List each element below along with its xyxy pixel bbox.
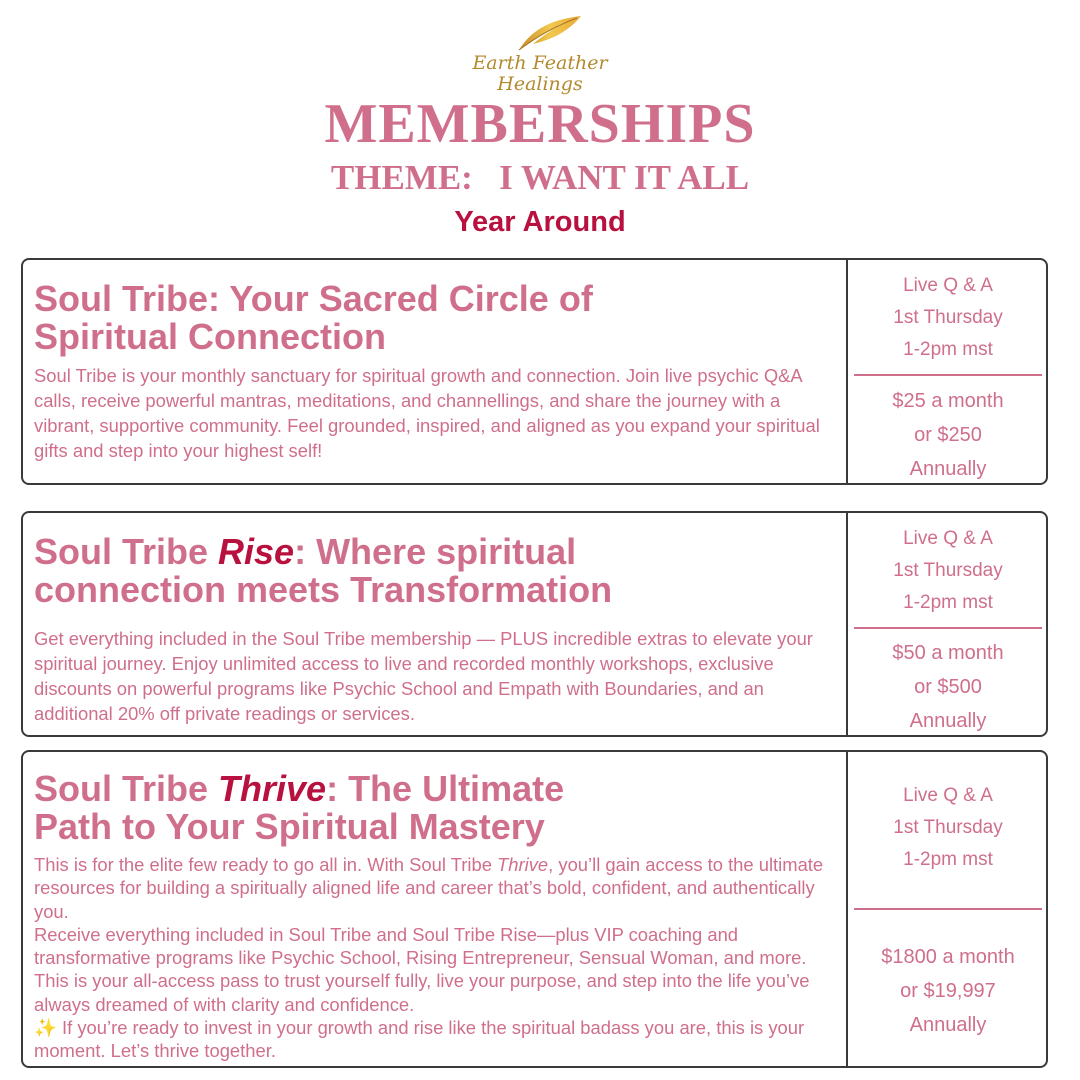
- sparkles-icon: ✨: [34, 1017, 57, 1039]
- card-description: Soul Tribe is your monthly sanctuary for spiritual growth and connection. Join live psychic Q&A calls, receive powerful mantras, meditations, and channellings, and share the journey with a vibrant, supportive community. Feel grounded, inspired, and aligned as you expand your spiritual gifts and step into your highest self!: [34, 365, 820, 461]
- membership-card-soul-tribe-thrive: [21, 750, 1048, 1068]
- price-divider: [854, 627, 1042, 629]
- price-info: [848, 384, 1048, 486]
- card-schedule-price: [848, 513, 1048, 735]
- brand-logo: [455, 12, 625, 94]
- page-subtitle: Year Around: [454, 206, 626, 238]
- card-title-line1: Soul Tribe: Your Sacred Circle of: [34, 278, 593, 319]
- schedule-day: 1st Thursday: [893, 307, 1003, 328]
- card-title-line2: Spiritual Connection: [34, 316, 387, 357]
- membership-card-soul-tribe: [21, 258, 1048, 485]
- card-description: [34, 853, 844, 1063]
- desc-p1-pre: This is for the elite few ready to go all in. With Soul Tribe: [34, 854, 498, 875]
- brand-name-line1: Earth Feather: [472, 52, 608, 74]
- desc-p1-em: Thrive: [497, 854, 549, 875]
- card-title: [34, 770, 564, 846]
- page-title: MEMBERSHIPS: [324, 93, 756, 155]
- price-divider: [854, 908, 1042, 910]
- card-title-line2: connection meets Transformation: [34, 569, 613, 610]
- price-period: Annually: [909, 1014, 987, 1036]
- card-title-highlight: Thrive: [218, 768, 327, 809]
- price-monthly: $50 a month: [892, 642, 1004, 664]
- schedule-day: 1st Thursday: [893, 817, 1003, 838]
- schedule-time: 1-2pm mst: [903, 592, 993, 613]
- card-schedule-price: [848, 260, 1048, 483]
- schedule-time: 1-2pm mst: [903, 339, 993, 360]
- desc-p3: If you’re ready to invest in your growth and rise like the spiritual badass you are, this is your moment. Let’s thrive together.: [34, 1017, 805, 1062]
- brand-name-line2: Healings: [497, 73, 583, 95]
- schedule-info: [848, 270, 1048, 366]
- schedule-info: [848, 523, 1048, 619]
- price-monthly: $1800 a month: [881, 946, 1015, 968]
- card-title-prefix: Soul Tribe: [34, 768, 219, 809]
- feather-icon: [515, 12, 585, 54]
- card-title-prefix: Soul Tribe: [34, 531, 219, 572]
- schedule-time: 1-2pm mst: [903, 849, 993, 870]
- price-period: Annually: [909, 710, 987, 732]
- card-title: [34, 280, 593, 356]
- price-divider: [854, 374, 1042, 376]
- price-annual: or $19,997: [900, 980, 996, 1002]
- card-title-suffix: : Where spiritual: [294, 531, 577, 572]
- membership-card-soul-tribe-rise: [21, 511, 1048, 737]
- page-theme: THEME: I WANT IT ALL: [330, 158, 750, 197]
- price-info: [848, 940, 1048, 1042]
- price-period: Annually: [909, 458, 987, 480]
- schedule-day: 1st Thursday: [893, 560, 1003, 581]
- price-monthly: $25 a month: [892, 390, 1004, 412]
- live-qa-label: Live Q & A: [903, 275, 993, 296]
- card-schedule-price: [848, 752, 1048, 1066]
- card-content: [23, 260, 848, 483]
- price-annual: or $250: [914, 424, 982, 446]
- schedule-info: [848, 780, 1048, 876]
- desc-p2: Receive everything included in Soul Tribe and Soul Tribe Rise—plus VIP coaching and transformative programs like Psychic School, Rising Entrepreneur, Sensual Woman, and more. This is your all-access pass to trust yourself fully, live your purpose, and step into the life you’ve always dreamed of with clarity and confidence.: [34, 923, 810, 1015]
- card-content: [23, 513, 848, 735]
- card-title-suffix: : The Ultimate: [326, 768, 565, 809]
- live-qa-label: Live Q & A: [903, 785, 993, 806]
- price-annual: or $500: [914, 676, 982, 698]
- card-title-highlight: Rise: [218, 531, 295, 572]
- card-content: [23, 752, 848, 1066]
- live-qa-label: Live Q & A: [903, 528, 993, 549]
- desc-p1-post: , you’ll gain access to the ultimate resources for building a spiritually aligned life and career that’s bold, confident, and authentically you.: [34, 854, 824, 922]
- card-title: [34, 533, 612, 609]
- price-info: [848, 636, 1048, 738]
- card-description: Get everything included in the Soul Tribe membership — PLUS incredible extras to elevate your spiritual journey. Enjoy unlimited access to live and recorded monthly workshops, exclusive discounts on powerful programs like Psychic School and Empath with Boundaries, and an additional 20% off private readings or services.: [34, 628, 813, 724]
- card-title-line2: Path to Your Spiritual Mastery: [34, 806, 545, 847]
